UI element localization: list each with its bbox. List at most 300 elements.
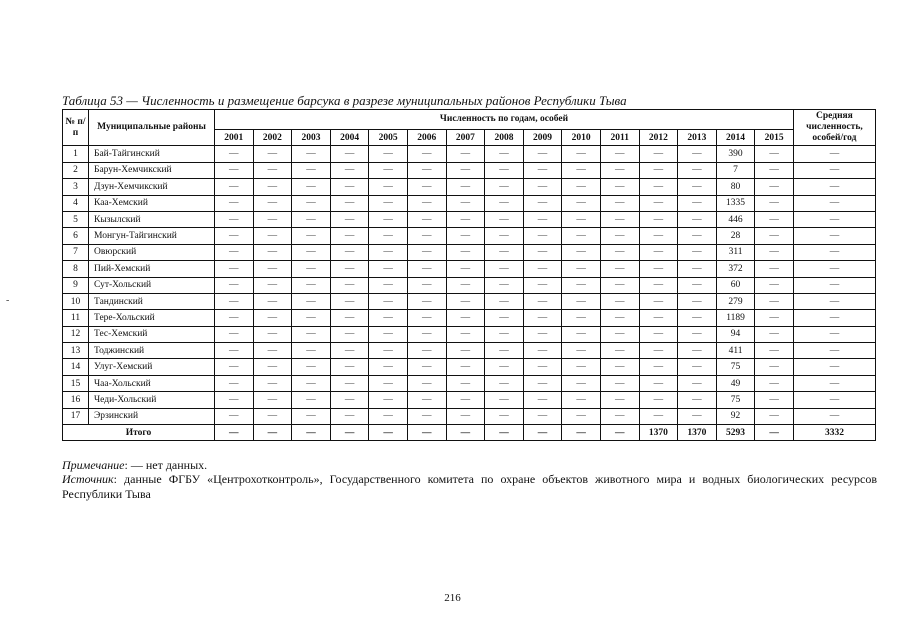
year-value: — <box>755 277 794 293</box>
year-value: — <box>369 195 408 211</box>
source-label: Источник <box>62 472 114 486</box>
district-name: Дзун-Хемчикский <box>89 179 215 195</box>
header-year: 2001 <box>215 130 254 146</box>
year-value: — <box>369 162 408 178</box>
year-value: — <box>330 408 369 424</box>
header-average: Средняя численность, особей/год <box>793 110 875 146</box>
year-value: — <box>253 343 292 359</box>
year-value: — <box>678 375 717 391</box>
year-value: — <box>562 162 601 178</box>
total-year-value: 1370 <box>639 425 678 441</box>
table-row <box>63 261 876 277</box>
table-row <box>63 162 876 178</box>
year-value: — <box>639 261 678 277</box>
average-value: — <box>793 343 875 359</box>
total-year-value: — <box>215 425 254 441</box>
district-name: Улуг-Хемский <box>89 359 215 375</box>
year-value: — <box>600 310 639 326</box>
year-value: — <box>215 244 254 260</box>
year-value: — <box>215 326 254 342</box>
average-value: — <box>793 310 875 326</box>
total-year-value: — <box>755 425 794 441</box>
district-name: Овюрский <box>89 244 215 260</box>
header-district: Муниципальные районы <box>89 110 215 146</box>
year-value: — <box>446 359 485 375</box>
year-value: — <box>253 392 292 408</box>
total-year-value: — <box>330 425 369 441</box>
year-value: — <box>446 293 485 309</box>
district-name: Тандинский <box>89 293 215 309</box>
year-value: 94 <box>716 326 755 342</box>
header-year: 2015 <box>755 130 794 146</box>
row-number: 1 <box>63 146 89 162</box>
year-value: — <box>755 310 794 326</box>
year-value: 390 <box>716 146 755 162</box>
year-value: — <box>330 277 369 293</box>
district-name: Эрзинский <box>89 408 215 424</box>
year-value: — <box>407 211 446 227</box>
table-row <box>63 211 876 227</box>
average-value: — <box>793 277 875 293</box>
year-value: — <box>215 310 254 326</box>
year-value: — <box>523 261 562 277</box>
year-value: — <box>369 293 408 309</box>
table-row <box>63 179 876 195</box>
year-value: — <box>369 326 408 342</box>
year-value: — <box>292 146 331 162</box>
year-value: — <box>755 162 794 178</box>
district-name: Бай-Тайгинский <box>89 146 215 162</box>
year-value: — <box>485 146 524 162</box>
district-name: Тоджинский <box>89 343 215 359</box>
year-value: 446 <box>716 211 755 227</box>
year-value: 1189 <box>716 310 755 326</box>
year-value: — <box>639 162 678 178</box>
year-value: — <box>407 310 446 326</box>
year-value: — <box>292 244 331 260</box>
year-value: — <box>215 228 254 244</box>
year-value: — <box>639 408 678 424</box>
table-row <box>63 326 876 342</box>
row-number: 10 <box>63 293 89 309</box>
year-value: — <box>639 211 678 227</box>
year-value: — <box>562 195 601 211</box>
year-value: — <box>755 293 794 309</box>
district-name: Тес-Хемский <box>89 326 215 342</box>
year-value: — <box>755 195 794 211</box>
year-value: — <box>292 343 331 359</box>
year-value: — <box>215 211 254 227</box>
table-row <box>63 392 876 408</box>
year-value: — <box>369 228 408 244</box>
row-number: 7 <box>63 244 89 260</box>
year-value: — <box>407 392 446 408</box>
year-value: — <box>600 343 639 359</box>
year-value: — <box>678 179 717 195</box>
average-value: — <box>793 408 875 424</box>
average-value: — <box>793 392 875 408</box>
district-name: Кызылский <box>89 211 215 227</box>
year-value: — <box>600 211 639 227</box>
header-years-group: Численность по годам, особей <box>215 110 794 130</box>
total-year-value: — <box>485 425 524 441</box>
year-value: — <box>369 261 408 277</box>
year-value: — <box>485 277 524 293</box>
year-value: — <box>292 310 331 326</box>
year-value: — <box>369 179 408 195</box>
district-name: Чеди-Хольский <box>89 392 215 408</box>
year-value: — <box>330 310 369 326</box>
average-value: — <box>793 211 875 227</box>
year-value: — <box>369 211 408 227</box>
year-value: — <box>755 326 794 342</box>
year-value: — <box>523 244 562 260</box>
average-value: — <box>793 195 875 211</box>
year-value: 279 <box>716 293 755 309</box>
year-value: — <box>523 277 562 293</box>
total-year-value: 1370 <box>678 425 717 441</box>
year-value: — <box>253 326 292 342</box>
year-value: — <box>523 326 562 342</box>
source <box>62 472 877 501</box>
year-value: — <box>600 195 639 211</box>
year-value: — <box>678 310 717 326</box>
year-value: — <box>407 146 446 162</box>
year-value: — <box>562 343 601 359</box>
year-value: — <box>639 375 678 391</box>
year-value: — <box>639 195 678 211</box>
year-value: — <box>639 392 678 408</box>
year-value: — <box>523 343 562 359</box>
year-value: — <box>600 359 639 375</box>
year-value: — <box>639 310 678 326</box>
total-year-value: — <box>407 425 446 441</box>
table-body <box>63 146 876 441</box>
year-value: — <box>562 359 601 375</box>
header-year: 2009 <box>523 130 562 146</box>
header-year: 2002 <box>253 130 292 146</box>
note-label: Примечание <box>62 458 125 472</box>
year-value: — <box>253 277 292 293</box>
year-value: 311 <box>716 244 755 260</box>
header-year: 2012 <box>639 130 678 146</box>
year-value: — <box>215 392 254 408</box>
margin-mark: - <box>6 295 10 306</box>
year-value: — <box>446 228 485 244</box>
year-value: — <box>292 408 331 424</box>
year-value: — <box>292 211 331 227</box>
year-value: — <box>253 179 292 195</box>
year-value: — <box>446 261 485 277</box>
year-value: — <box>523 211 562 227</box>
year-value: — <box>253 408 292 424</box>
table-caption: Таблица 53 — Численность и размещение барсука в разрезе муниципальных районов Республики Тыва <box>62 93 627 108</box>
year-value: — <box>678 359 717 375</box>
year-value: — <box>330 359 369 375</box>
table-row <box>63 195 876 211</box>
year-value: — <box>639 277 678 293</box>
year-value: — <box>639 359 678 375</box>
row-number: 2 <box>63 162 89 178</box>
total-label: Итого <box>63 425 215 441</box>
year-value: — <box>253 195 292 211</box>
year-value: — <box>485 228 524 244</box>
year-value: — <box>369 343 408 359</box>
year-value: — <box>755 146 794 162</box>
year-value: — <box>330 326 369 342</box>
year-value: — <box>639 244 678 260</box>
year-value: — <box>485 310 524 326</box>
year-value: — <box>755 375 794 391</box>
row-number: 5 <box>63 211 89 227</box>
row-number: 17 <box>63 408 89 424</box>
district-name: Барун-Хемчикский <box>89 162 215 178</box>
table-row <box>63 343 876 359</box>
year-value: — <box>639 146 678 162</box>
year-value: — <box>523 375 562 391</box>
year-value: — <box>407 293 446 309</box>
year-value: — <box>755 359 794 375</box>
year-value: — <box>253 375 292 391</box>
year-value: — <box>562 375 601 391</box>
table-row <box>63 244 876 260</box>
year-value: — <box>369 277 408 293</box>
total-year-value: — <box>600 425 639 441</box>
year-value: — <box>523 228 562 244</box>
year-value: — <box>523 310 562 326</box>
year-value: — <box>407 343 446 359</box>
year-value: — <box>639 293 678 309</box>
year-value: — <box>253 310 292 326</box>
year-value: — <box>369 375 408 391</box>
year-value: — <box>678 277 717 293</box>
year-value: — <box>330 228 369 244</box>
year-value: — <box>678 392 717 408</box>
year-value: — <box>215 343 254 359</box>
year-value: 75 <box>716 392 755 408</box>
year-value: — <box>292 277 331 293</box>
total-row <box>63 425 876 441</box>
year-value: — <box>292 375 331 391</box>
year-value: — <box>485 211 524 227</box>
header-year: 2013 <box>678 130 717 146</box>
year-value: — <box>446 179 485 195</box>
year-value: — <box>330 244 369 260</box>
year-value: — <box>755 244 794 260</box>
average-value: — <box>793 359 875 375</box>
year-value: — <box>215 195 254 211</box>
year-value: — <box>446 146 485 162</box>
year-value: — <box>755 228 794 244</box>
year-value: — <box>407 228 446 244</box>
year-value: — <box>446 375 485 391</box>
year-value: — <box>407 326 446 342</box>
year-value: 60 <box>716 277 755 293</box>
year-value: — <box>292 162 331 178</box>
year-value: — <box>678 293 717 309</box>
year-value: 1335 <box>716 195 755 211</box>
year-value: — <box>292 359 331 375</box>
year-value: — <box>215 146 254 162</box>
row-number: 6 <box>63 228 89 244</box>
average-value: — <box>793 326 875 342</box>
year-value: — <box>253 293 292 309</box>
total-year-value: — <box>292 425 331 441</box>
average-value: — <box>793 146 875 162</box>
year-value: 49 <box>716 375 755 391</box>
year-value: — <box>292 195 331 211</box>
year-value: — <box>485 293 524 309</box>
year-value: — <box>755 392 794 408</box>
year-value: — <box>407 359 446 375</box>
year-value: — <box>755 179 794 195</box>
year-value: — <box>446 211 485 227</box>
year-value: — <box>215 408 254 424</box>
year-value: — <box>330 195 369 211</box>
year-value: — <box>330 162 369 178</box>
year-value: — <box>523 146 562 162</box>
year-value: — <box>292 392 331 408</box>
year-value: — <box>407 179 446 195</box>
year-value: — <box>600 326 639 342</box>
year-value: — <box>485 261 524 277</box>
year-value: — <box>562 261 601 277</box>
table-row <box>63 293 876 309</box>
year-value: — <box>523 162 562 178</box>
header-year: 2003 <box>292 130 331 146</box>
year-value: — <box>600 375 639 391</box>
year-value: — <box>600 228 639 244</box>
header-year: 2006 <box>407 130 446 146</box>
year-value: — <box>369 146 408 162</box>
average-value: — <box>793 228 875 244</box>
year-value: — <box>330 375 369 391</box>
year-value: — <box>215 277 254 293</box>
year-value: — <box>215 293 254 309</box>
year-value: — <box>292 261 331 277</box>
year-value: — <box>292 228 331 244</box>
year-value: — <box>600 162 639 178</box>
year-value: — <box>755 343 794 359</box>
row-number: 13 <box>63 343 89 359</box>
year-value: — <box>407 244 446 260</box>
year-value: — <box>407 195 446 211</box>
year-value: — <box>755 408 794 424</box>
year-value: — <box>253 261 292 277</box>
year-value: — <box>485 179 524 195</box>
year-value: — <box>407 408 446 424</box>
year-value: — <box>678 162 717 178</box>
average-value: — <box>793 179 875 195</box>
year-value: — <box>407 277 446 293</box>
year-value: — <box>600 277 639 293</box>
header-year: 2004 <box>330 130 369 146</box>
year-value: — <box>292 179 331 195</box>
total-year-value: — <box>369 425 408 441</box>
district-name: Пий-Хемский <box>89 261 215 277</box>
row-number: 12 <box>63 326 89 342</box>
year-value: — <box>639 228 678 244</box>
average-value: — <box>793 244 875 260</box>
year-value: — <box>678 343 717 359</box>
year-value: — <box>292 326 331 342</box>
year-value: — <box>485 392 524 408</box>
total-year-value: — <box>446 425 485 441</box>
year-value: — <box>485 408 524 424</box>
header-row-1 <box>63 110 876 130</box>
year-value: 92 <box>716 408 755 424</box>
header-year: 2010 <box>562 130 601 146</box>
year-value: — <box>523 359 562 375</box>
year-value: 411 <box>716 343 755 359</box>
note <box>62 458 207 472</box>
year-value: — <box>369 310 408 326</box>
year-value: — <box>330 261 369 277</box>
year-value: — <box>485 162 524 178</box>
header-year: 2008 <box>485 130 524 146</box>
year-value: — <box>562 277 601 293</box>
year-value: — <box>562 392 601 408</box>
badger-population-table <box>62 109 876 441</box>
year-value: — <box>678 261 717 277</box>
table-row <box>63 408 876 424</box>
year-value: — <box>562 146 601 162</box>
year-value: — <box>253 228 292 244</box>
year-value: — <box>253 162 292 178</box>
year-value: — <box>755 211 794 227</box>
year-value: — <box>678 211 717 227</box>
year-value: — <box>330 392 369 408</box>
year-value: — <box>562 244 601 260</box>
year-value: — <box>446 392 485 408</box>
year-value: — <box>562 179 601 195</box>
year-value: — <box>407 162 446 178</box>
year-value: — <box>562 228 601 244</box>
row-number: 3 <box>63 179 89 195</box>
year-value: — <box>562 310 601 326</box>
year-value: — <box>639 326 678 342</box>
row-number: 15 <box>63 375 89 391</box>
district-name: Чаа-Хольский <box>89 375 215 391</box>
year-value: — <box>600 293 639 309</box>
year-value: — <box>253 146 292 162</box>
total-year-value: — <box>253 425 292 441</box>
year-value: — <box>330 179 369 195</box>
year-value: — <box>485 326 524 342</box>
year-value: 28 <box>716 228 755 244</box>
header-no: № п/п <box>63 110 89 146</box>
source-text: : данные ФГБУ «Центрохотконтроль», Государственного комитета по охране объектов животного мира и водных биологических ресурсов Республики Тыва <box>62 472 877 501</box>
year-value: — <box>600 146 639 162</box>
year-value: — <box>407 375 446 391</box>
total-year-value: — <box>562 425 601 441</box>
table-row <box>63 375 876 391</box>
year-value: — <box>485 343 524 359</box>
year-value: — <box>292 293 331 309</box>
total-average: 3332 <box>793 425 875 441</box>
year-value: 7 <box>716 162 755 178</box>
table-row <box>63 359 876 375</box>
table-row <box>63 146 876 162</box>
year-value: — <box>253 244 292 260</box>
year-value: — <box>215 375 254 391</box>
table-row <box>63 228 876 244</box>
year-value: — <box>600 408 639 424</box>
year-value: — <box>215 261 254 277</box>
year-value: — <box>369 359 408 375</box>
row-number: 16 <box>63 392 89 408</box>
year-value: — <box>678 228 717 244</box>
